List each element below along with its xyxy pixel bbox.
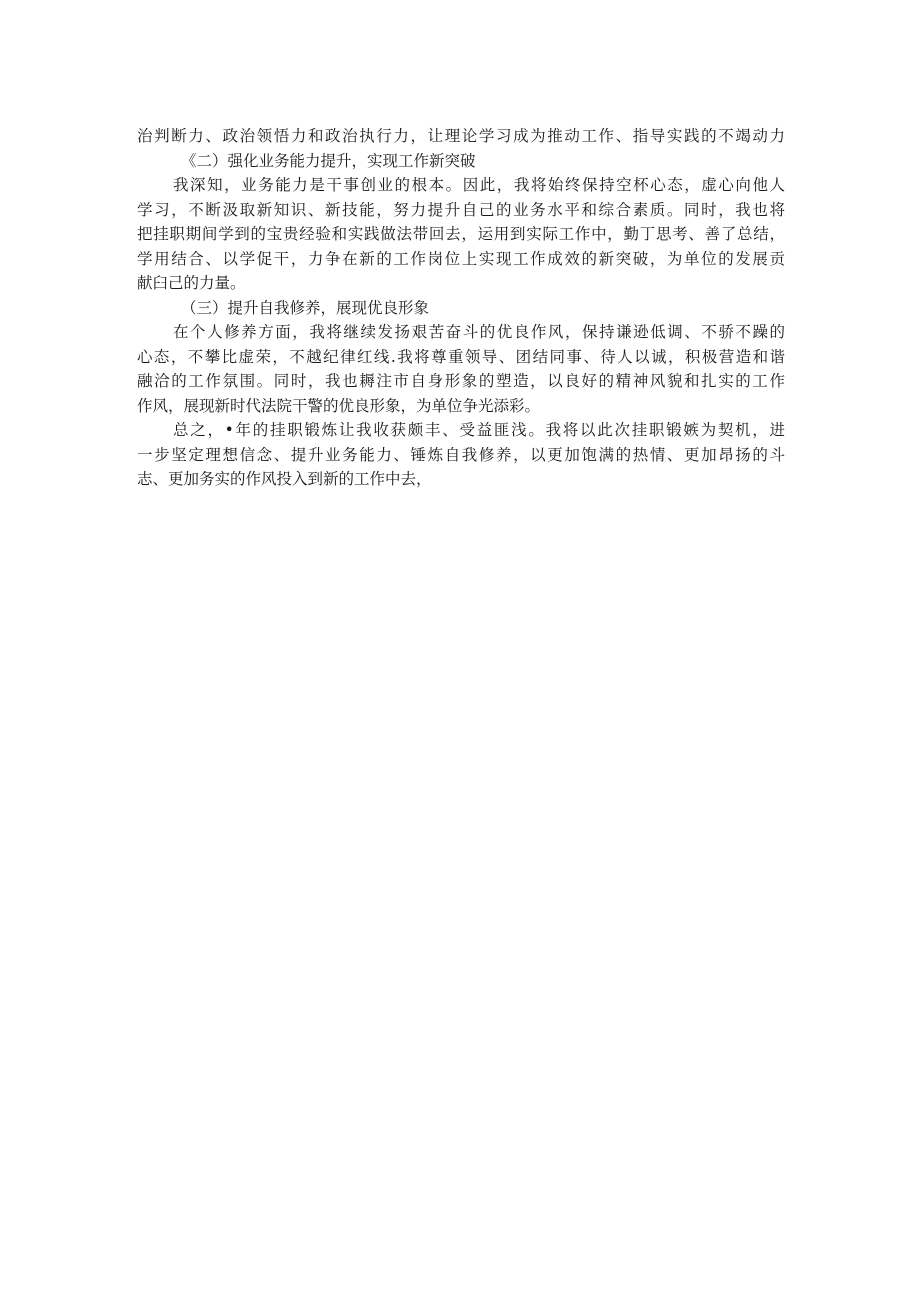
paragraph-line: 志、更加务实的作风投入到新的工作中去，: [137, 470, 432, 488]
paragraph-line: 作风，展现新时代法院干警的优良形象，为单位争光添彩。: [137, 396, 541, 415]
paragraph-line: 总之，•年的挂职锻炼让我收获颇丰、受益匪浅。我将以此次挂职锻嫉为契机，进: [173, 421, 785, 439]
lead-line: 治判断力、政治领悟力和政治执行力，让理论学习成为推动工作、指导实践的不竭动力: [137, 127, 785, 145]
paragraph-line: 我深知，业务能力是干事创业的根本。因此，我将始终保持空杯心态，虚心向他人: [173, 176, 785, 194]
document-body: [137, 124, 785, 492]
paragraph-line: 把挂职期间学到的宝贵经验和实践做法带回去，运用到实际工作中，勤丁思考、善了总结，: [137, 225, 785, 243]
paragraph-line: 在个人修养方面，我将继续发扬艰苦奋斗的优良作风，保持谦逊低调、不骄不躁的: [173, 323, 785, 341]
paragraph-line: 学习，不断汲取新知识、新技能，努力提升自己的业务水平和综合素质。同时，我也将: [137, 200, 785, 219]
paragraph-line: 一步坚定理想信念、提升业务能力、锤炼自我修养，以更加饱满的热情、更加昂扬的斗: [137, 445, 785, 464]
paragraph-line: 献臼己的力量。: [137, 274, 246, 292]
paragraph-line: 融洽的工作氛围。同时，我也耨注市自身形象的塑造，以良好的精神风貌和扎实的工作: [137, 372, 785, 390]
section-3-heading: （三）提升自我修养，展现优良形象: [181, 298, 430, 317]
paragraph-line: 学用结合、以学促干，力争在新的工作岗位上实现工作成效的新突破，为单位的发展贡: [137, 249, 785, 268]
paragraph-line: 心态，不攀比虚荣，不越纪律红线.我将尊重领导、团结同事、待人以诚，积极营造和谐: [137, 347, 785, 366]
section-2-heading: 《二）强化业务能力提升，实现工作新突破: [181, 151, 476, 170]
